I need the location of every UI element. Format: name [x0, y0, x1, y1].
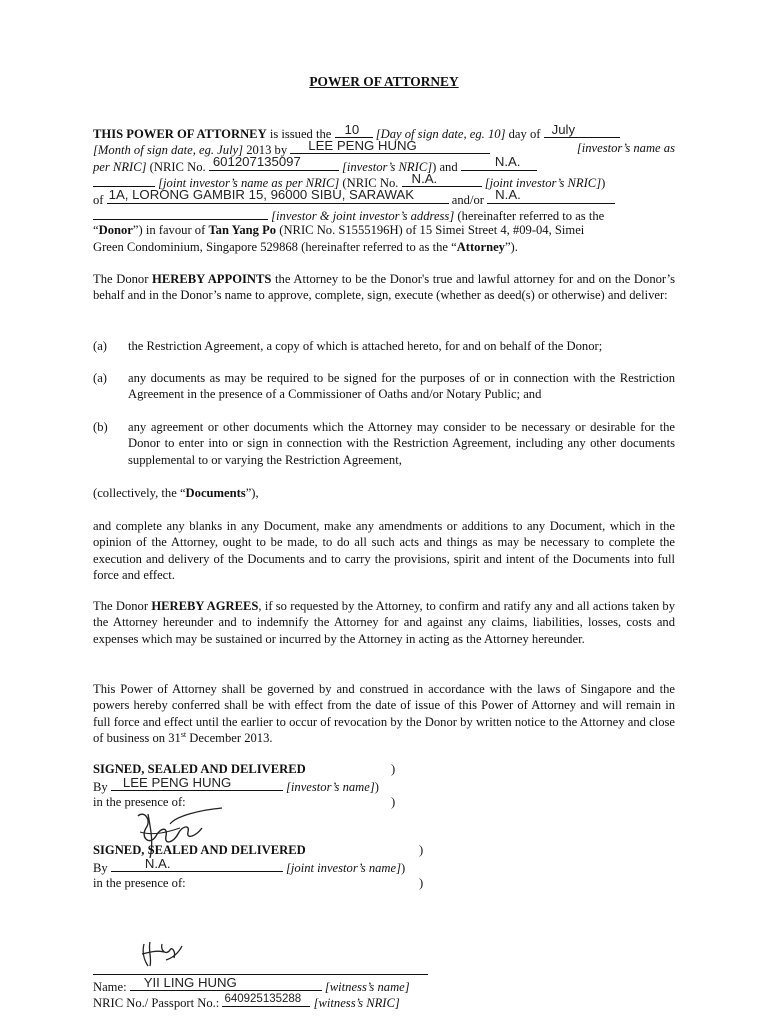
signature-block-joint-investor: SIGNED, SEALED AND DELIVERED ) By N.A. [joint investor’s name]) in the presence of: ): [93, 843, 424, 890]
address-field[interactable]: 1A, LORONG GAMBIR 15, 96000 SIBU, SARAWAK: [107, 190, 449, 204]
month-hint: [Month of sign date, eg. July]: [93, 143, 244, 158]
item-marker: (a): [93, 371, 107, 385]
joint-name-field[interactable]: N.A.: [461, 157, 537, 171]
joint-nric-field[interactable]: N.A.: [402, 173, 482, 187]
investor-nric-field[interactable]: 601207135097: [209, 157, 339, 171]
investor-name-hint-b: per NRIC]: [93, 159, 147, 174]
item-marker: (a): [93, 339, 107, 353]
collectively-line: (collectively, the “Documents”),: [93, 486, 259, 500]
address-field-cont[interactable]: [93, 206, 268, 220]
day-hint: [Day of sign date, eg. 10]: [375, 127, 506, 141]
item-text: any agreement or other documents which the Attorney may consider to be necessary or desirable for the Donor to enter into or sign in connection with the Restriction Agreement, including any other documents supplemental to or varying the Restriction Agreement,: [128, 420, 675, 467]
agrees-bold: HEREBY AGREES: [151, 599, 259, 613]
list-item: [93, 419, 675, 468]
investor-name-hint-a: [investor’s name as: [576, 141, 675, 156]
item-marker: (b): [93, 420, 108, 434]
attorney-name: Tan Yang Po: [208, 223, 277, 238]
agrees-paragraph: The Donor HEREBY AGREES, if so requested by the Attorney, to confirm and ratify any and all actions taken by the Attorney hereunder and to indemnify the Attorney for and against any claims, liabilities, losses, costs and expenses which may be sustained or incurred by the Attorney in acting as the Attorney hereunder.: [93, 599, 675, 646]
list-item: [93, 370, 675, 403]
investor-sign-hint: [investor’s name]: [286, 780, 375, 795]
joint-nric-hint: [joint investor’s NRIC]: [484, 176, 602, 191]
complete-paragraph: and complete any blanks in any Document, make any amendments or additions to any Document, which in the opinion of the Attorney, ought to be made, to do all such acts and things as may be necessary to complete the execution and delivery of the Documents and to carry the provisions, spirit and intent of the Documents into full force and effect.: [93, 519, 675, 583]
intro-lead: THIS POWER OF ATTORNEY: [93, 127, 267, 141]
signed-heading: SIGNED, SEALED AND DELIVERED: [93, 843, 306, 857]
witness-nric-hint: [witness’s NRIC]: [313, 996, 400, 1011]
intro-paragraph: THIS POWER OF ATTORNEY is issued the 10 [Day of sign date, eg. 10] day of July [Month of sign date, eg. July] 2013 by LEE PENG HUNG [investor’s name as per NRIC] (NRIC No. 601207135097 [investor’s NRIC]) and N.A. [joint investor’s name as per NRIC] (NRIC No. N.A. [joint investor’s NRIC]) of 1A, LORONG GAMBIR 15, 96000 SIBU, SARAWAK and/or N.A. [investor & joint investor’s address] (hereinafter referred to as the “Donor”) in favour of Tan Yang Po (NRIC No. S1555196H) of 15 Simei Street 4, #09-04, Simei Green Condominium, Singapore 529868 (hereinafter referred to as the “Attorney”).: [93, 121, 675, 254]
address-hint: [investor & joint investor’s address]: [271, 208, 455, 223]
item-text: any documents as may be required to be signed for the purposes of or in connection with the Restriction Agreement in the presence of a Commissioner of Oaths and/or Notary Public; and: [128, 371, 675, 402]
donor-term: Donor: [98, 223, 133, 238]
joint-name-field-cont[interactable]: [93, 173, 155, 187]
list-item: [93, 338, 675, 354]
witness-signature-icon: [136, 938, 186, 972]
appoints-bold: HEREBY APPOINTS: [152, 272, 272, 286]
document-title: POWER OF ATTORNEY: [309, 74, 459, 89]
joint-sign-name-field[interactable]: N.A.: [111, 858, 283, 872]
signature-block-investor: SIGNED, SEALED AND DELIVERED ) By LEE PENG HUNG [investor’s name]) in the presence of: ): [93, 762, 396, 809]
documents-term: Documents: [185, 486, 246, 500]
governed-paragraph: This Power of Attorney shall be governed by and construed in accordance with the laws of Singapore and the powers hereby conferred shall be with effect from the date of issue of this Power of Attorney and will remain in full force and effect until the earlier to occur of revocation by the Donor by written notice to the Attorney and close of business on 31st December 2013.: [93, 682, 675, 746]
appoints-paragraph: The Donor HEREBY APPOINTS the Attorney to be the Donor's true and lawful attorney for and on the Donor’s behalf and in the Donor’s name to approve, complete, sign, execute (whether as deed(s) or otherwise) and deliver:: [93, 272, 675, 303]
investor-nric-hint: [investor’s NRIC]: [341, 159, 433, 174]
witness-nric-field[interactable]: 640925135288: [222, 993, 310, 1007]
investor-name-field[interactable]: LEE PENG HUNG: [290, 140, 490, 154]
joint-address-field[interactable]: N.A.: [487, 190, 615, 204]
joint-name-hint: [joint investor’s name as per NRIC]: [158, 176, 340, 191]
joint-sign-hint: [joint investor’s name]: [286, 861, 401, 876]
day-field[interactable]: 10: [335, 124, 373, 138]
month-field[interactable]: July: [544, 124, 620, 138]
attorney-term: Attorney: [456, 239, 505, 254]
investor-sign-name-field[interactable]: LEE PENG HUNG: [111, 777, 283, 791]
witness-name-field[interactable]: YII LING HUNG: [130, 977, 322, 991]
witness-name-hint: [witness’s name]: [324, 980, 410, 994]
signed-heading: SIGNED, SEALED AND DELIVERED: [93, 762, 306, 776]
witness-block: Name: YII LING HUNG [witness’s name] NRIC No./ Passport No.: 640925135288 [witness’s NRIC]: [93, 968, 453, 1010]
item-text: the Restriction Agreement, a copy of which is attached hereto, for and on behalf of the Donor;: [128, 339, 603, 353]
